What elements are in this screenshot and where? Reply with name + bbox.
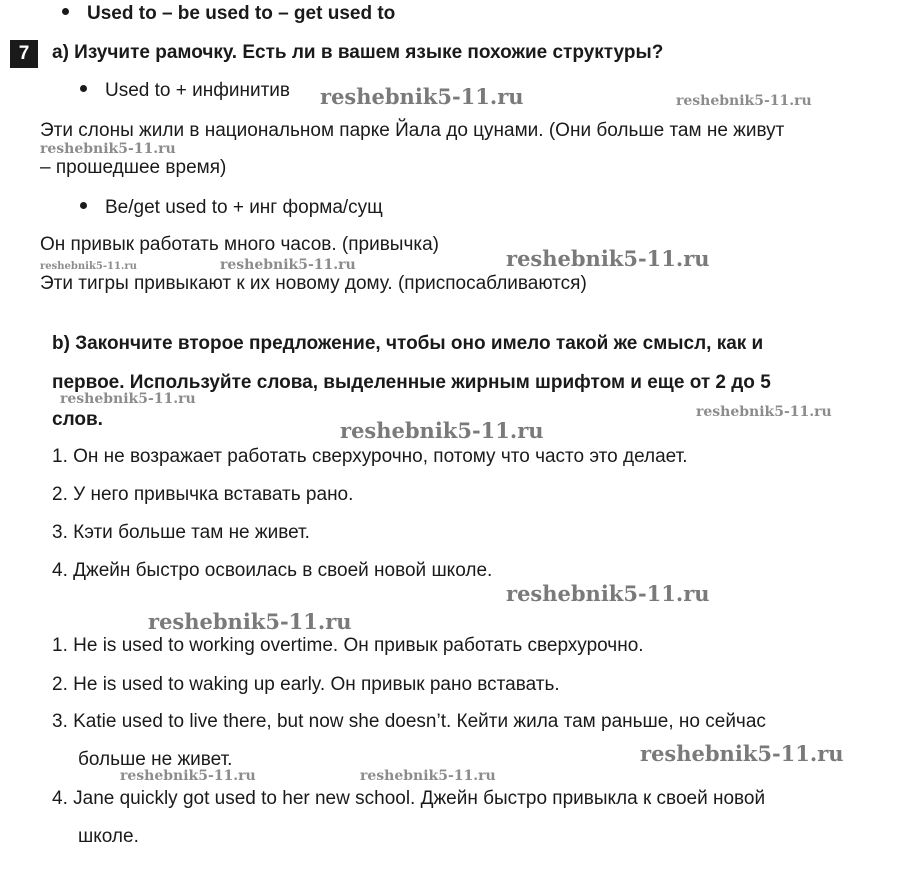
watermark: reshebnik5-11.ru (40, 141, 176, 157)
part-b-instruction-line-2: первое. Используйте слова, выделенные жирным шрифтом и еще от 2 до 5 (52, 372, 771, 393)
answer-2: 2. He is used to waking up early. Он привык рано вставать. (52, 674, 560, 695)
watermark: reshebnik5-11.ru (506, 246, 710, 271)
bullet-icon (62, 8, 69, 15)
rule-be-get-used-to-text: Be/get used to + инг форма/сущ (105, 197, 383, 218)
watermark: reshebnik5-11.ru (696, 404, 832, 420)
part-b-instruction-line-1: b) Закончите второе предложение, чтобы оно имело такой же смысл, как и (52, 333, 764, 354)
watermark: reshebnik5-11.ru (148, 609, 352, 634)
answer-3-line-2: больше не живет. (78, 749, 233, 770)
watermark: reshebnik5-11.ru (360, 768, 496, 784)
exercise-number: 7 (10, 40, 38, 68)
example-2: Он привык работать много часов. (привычка) (40, 234, 439, 255)
example-3: Эти тигры привыкают к их новому дому. (приспосабливаются) (40, 273, 587, 294)
watermark: reshebnik5-11.ru (60, 391, 196, 407)
rule-be-get-used-to (80, 197, 383, 219)
task-4: 4. Джейн быстро освоилась в своей новой школе. (52, 560, 493, 581)
watermark: reshebnik5-11.ru (320, 84, 524, 109)
task-2: 2. У него привычка вставать рано. (52, 484, 354, 505)
rule-used-to (80, 80, 290, 102)
example-1-line-1: Эти слоны жили в национальном парке Йала до цунами. (Они больше там не живут (40, 120, 785, 141)
watermark: reshebnik5-11.ru (40, 261, 137, 272)
bullet-icon (80, 202, 87, 209)
watermark: reshebnik5-11.ru (220, 257, 356, 273)
answer-4-line-2: школе. (78, 826, 139, 847)
example-1-line-2: – прошедшее время) (40, 157, 227, 178)
section-header-text: Used to – be used to – get used to (87, 3, 396, 24)
answer-4-line-1: 4. Jane quickly got used to her new school. Джейн быстро привыкла к своей новой (52, 788, 766, 809)
watermark: reshebnik5-11.ru (340, 418, 544, 443)
part-b-instruction-line-3: слов. (52, 409, 103, 430)
watermark: reshebnik5-11.ru (676, 93, 812, 109)
rule-used-to-text: Used to + инфинитив (105, 80, 290, 101)
answer-3-line-1: 3. Katie used to live there, but now she doesn’t. Кейти жила там раньше, но сейчас (52, 711, 766, 732)
section-header (62, 3, 395, 25)
watermark: reshebnik5-11.ru (120, 768, 256, 784)
task-1: 1. Он не возражает работать сверхурочно, потому что часто это делает. (52, 446, 688, 467)
watermark: reshebnik5-11.ru (506, 581, 710, 606)
task-3: 3. Кэти больше там не живет. (52, 522, 310, 543)
part-a-instruction: a) Изучите рамочку. Есть ли в вашем языке похожие структуры? (52, 42, 664, 63)
watermark: reshebnik5-11.ru (640, 741, 844, 766)
answer-1: 1. He is used to working overtime. Он привык работать сверхурочно. (52, 635, 644, 656)
bullet-icon (80, 85, 87, 92)
